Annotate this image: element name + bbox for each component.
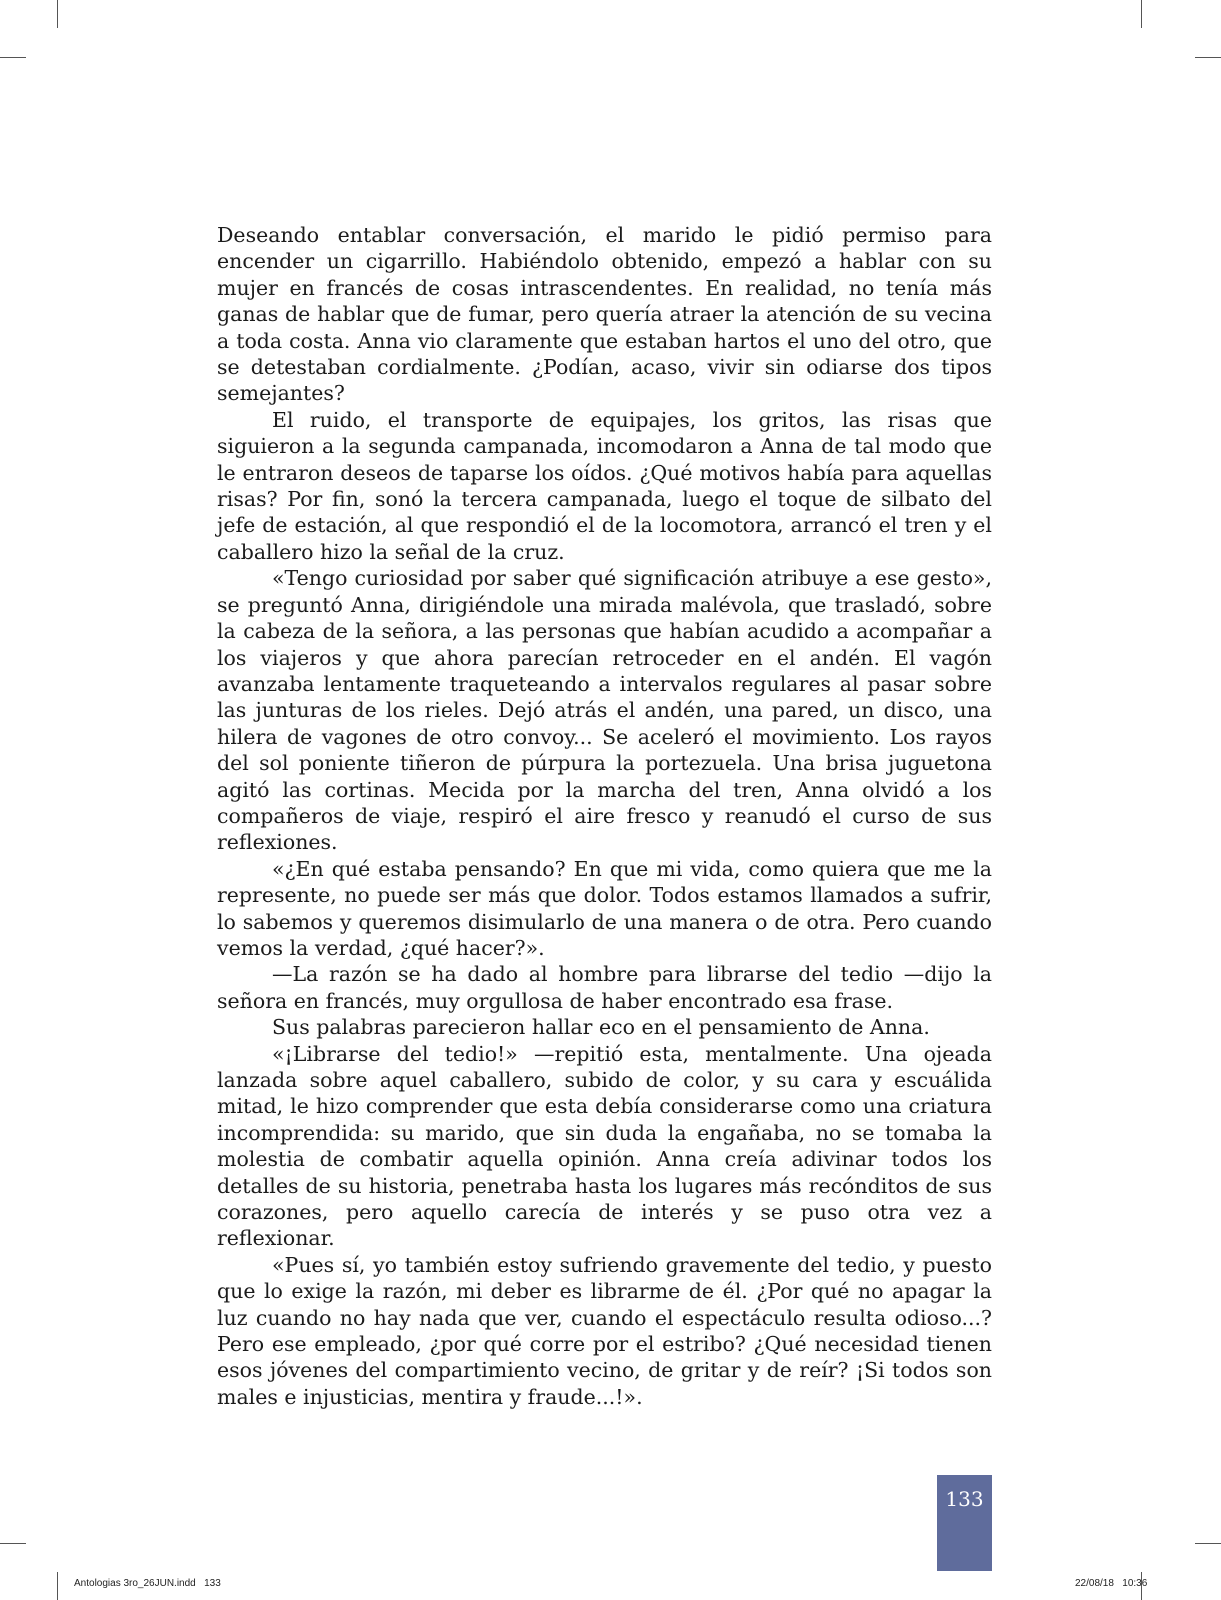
crop-mark-left-bottom: [0, 1543, 26, 1544]
crop-mark-right-bottom: [1195, 1543, 1221, 1544]
paragraph: Sus palabras parecieron hallar eco en el pensamiento de Anna.: [272, 1015, 930, 1040]
paragraph: «Pues sí, yo también estoy sufriendo gravemente del tedio, y puesto que lo exige la razón, mi deber es librarme de él. ¿Por qué no apagar la luz cuando no hay nada que ver, cuando el espectáculo resulta odioso...? Pero ese empleado, ¿por qué corre por el estribo? ¿Qué necesidad tienen esos jóvenes del compartimiento vecino, de gritar y de reír? ¡Si todos son males e injusticias, mentira y fraude...!».: [217, 1252, 992, 1409]
footer-file-name: Antologias 3ro_26JUN.indd 133: [74, 1578, 221, 1589]
crop-mark-right-top: [1195, 57, 1221, 58]
crop-mark-top-left: [57, 0, 58, 28]
page-number: 133: [945, 1487, 984, 1511]
page-number-tab: [937, 1475, 992, 1571]
crop-mark-left-top: [0, 57, 26, 58]
footer-timestamp: 22/08/18 10:36: [1075, 1578, 1148, 1589]
crop-mark-top-right: [1141, 0, 1142, 28]
crop-mark-bottom-left: [57, 1572, 58, 1600]
body-text: [217, 222, 992, 1410]
paragraph: «¡Librarse del tedio!» —repitió esta, mentalmente. Una ojeada lanzada sobre aquel caballero, subido de color, y su cara y escuálida mitad, le hizo comprender que esta debía considerarse como una criatura incomprendida: su marido, que sin duda la engañaba, no se tomaba la molestia de combatir aquella opinión. Anna creía adivinar todos los detalles de su historia, penetraba hasta los lugares más recónditos de sus corazones, pero aquello carecía de interés y se puso otra vez a reflexionar.: [217, 1041, 992, 1251]
paragraph: «¿En qué estaba pensando? En que mi vida, como quiera que me la represente, no puede ser más que dolor. Todos estamos llamados a sufrir, lo sabemos y queremos disimularlo de una manera o de otra. Pero cuando vemos la verdad, ¿qué hacer?».: [217, 856, 992, 960]
paragraph: El ruido, el transporte de equipajes, los gritos, las risas que siguieron a la segunda campanada, incomodaron a Anna de tal modo que le entraron deseos de taparse los oídos. ¿Qué motivos había para aquellas risas? Por fin, sonó la tercera campanada, luego el toque de silbato del jefe de estación, al que respondió el de la locomotora, arrancó el tren y el caballero hizo la señal de la cruz.: [217, 407, 992, 564]
paragraph: «Tengo curiosidad por saber qué significación atribuye a ese gesto», se preguntó Anna, dirigiéndole una mirada malévola, que trasladó, sobre la cabeza de la señora, a las personas que habían acudido a acompañar a los viajeros y que ahora parecían retroceder en el andén. El vagón avanzaba lentamente traqueteando a intervalos regulares al pasar sobre las junturas de los rieles. Dejó atrás el andén, una pared, un disco, una hilera de vagones de otro convoy... Se aceleró el movimiento. Los rayos del sol poniente tiñeron de púrpura la portezuela. Una brisa juguetona agitó las cortinas. Mecida por la marcha del tren, Anna olvidó a los compañeros de viaje, respiró el aire fresco y reanudó el curso de sus reflexiones.: [217, 566, 992, 855]
paragraph: Deseando entablar conversación, el marido le pidió permiso para encender un cigarrillo. Habiéndolo obtenido, empezó a hablar con su mujer en francés de cosas intrascendentes. En realidad, no tenía más ganas de hablar que de fumar, pero quería atraer la atención de su vecina a toda costa. Anna vio claramente que estaban hartos el uno del otro, que se detestaban cordialmente. ¿Podían, acaso, vivir sin odiarse dos tipos semejantes?: [217, 223, 992, 406]
paragraph: —La razón se ha dado al hombre para librarse del tedio —dijo la señora en francés, muy orgullosa de haber encontrado esa frase.: [217, 962, 992, 1013]
